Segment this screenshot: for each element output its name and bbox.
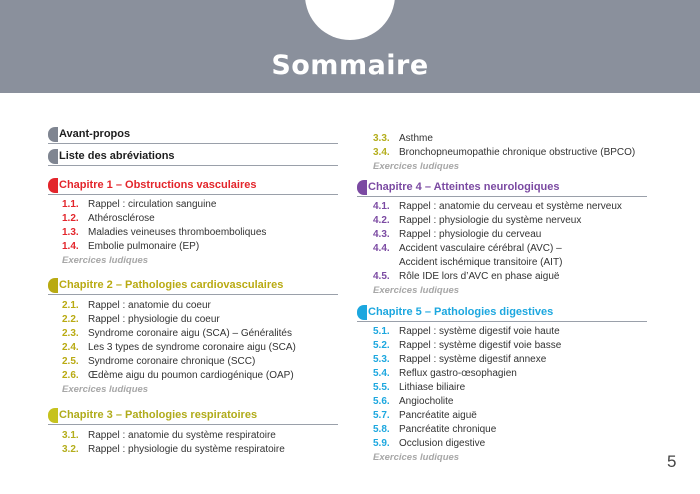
toc-entry-abreviations[interactable] xyxy=(48,148,338,166)
item-label: Angiocholite xyxy=(399,396,454,407)
toc-item-1-1[interactable] xyxy=(62,198,216,211)
exercises-link[interactable]: Exercices ludiques xyxy=(62,255,149,266)
item-number: 3.3. xyxy=(373,133,390,144)
toc-item-5-6[interactable] xyxy=(373,395,453,408)
item-number: 4.4. xyxy=(373,243,390,254)
toc-item-2-5[interactable] xyxy=(62,355,255,368)
item-label: Rappel : circulation sanguine xyxy=(88,199,217,210)
item-label: Accident vasculaire cérébral (AVC) – xyxy=(399,243,562,254)
chapter-3-heading[interactable] xyxy=(48,407,338,425)
item-number: 5.3. xyxy=(373,354,390,365)
exercises-link[interactable]: Exercices ludiques xyxy=(373,161,460,172)
bullet-tab xyxy=(48,127,58,142)
chapter-title: Chapitre 4 – Atteintes neurologiques xyxy=(368,181,560,193)
toc-item-1-4[interactable] xyxy=(62,240,199,253)
item-number: 1.1. xyxy=(62,199,79,210)
item-label: Accident ischémique transitoire (AIT) xyxy=(399,257,563,268)
item-number: 2.2. xyxy=(62,314,79,325)
exercises-link[interactable]: Exercices ludiques xyxy=(373,285,460,296)
item-number: 1.3. xyxy=(62,227,79,238)
bullet-tab xyxy=(48,178,58,193)
item-label: Rôle IDE lors d’AVC en phase aiguë xyxy=(399,271,560,282)
item-number: 2.1. xyxy=(62,300,79,311)
divider xyxy=(48,143,338,144)
item-number: 2.4. xyxy=(62,342,79,353)
item-label: Rappel : anatomie du coeur xyxy=(88,300,211,311)
toc-item-5-5[interactable] xyxy=(373,381,465,394)
item-label: Rappel : anatomie du cerveau et système nerveux xyxy=(399,201,622,212)
chapter-title: Chapitre 2 – Pathologies cardiovasculaires xyxy=(59,279,284,291)
header-circle-decoration xyxy=(305,0,395,40)
divider xyxy=(48,194,338,195)
toc-item-3-1[interactable] xyxy=(62,429,276,442)
toc-item-5-7[interactable] xyxy=(373,409,477,422)
toc-item-2-6[interactable] xyxy=(62,369,294,382)
item-label: Rappel : système digestif voie haute xyxy=(399,326,560,337)
toc-item-5-4[interactable] xyxy=(373,367,517,380)
exercises-link[interactable]: Exercices ludiques xyxy=(373,452,460,463)
toc-item-4-3[interactable] xyxy=(373,228,541,241)
bullet-tab xyxy=(48,278,58,293)
item-label: Syndrome coronaire chronique (SCC) xyxy=(88,356,256,367)
toc-item-4-1[interactable] xyxy=(373,200,622,213)
toc-item-4-4-continuation[interactable] xyxy=(399,256,562,269)
item-number: 5.7. xyxy=(373,410,390,421)
toc-item-3-4[interactable] xyxy=(373,146,635,159)
toc-item-2-2[interactable] xyxy=(62,313,220,326)
item-label: Rappel : anatomie du système respiratoire xyxy=(88,430,276,441)
item-number: 4.5. xyxy=(373,271,390,282)
chapter-title: Chapitre 1 – Obstructions vasculaires xyxy=(59,179,257,191)
item-number: 4.2. xyxy=(373,215,390,226)
exercises-link[interactable]: Exercices ludiques xyxy=(62,384,149,395)
chapter-2-heading[interactable] xyxy=(48,277,338,295)
toc-item-3-3[interactable] xyxy=(373,132,433,145)
item-number: 4.1. xyxy=(373,201,390,212)
divider xyxy=(357,196,647,197)
toc-item-5-3[interactable] xyxy=(373,353,546,366)
item-label: Les 3 types de syndrome coronaire aigu (SCA) xyxy=(88,342,296,353)
item-label: Occlusion digestive xyxy=(399,438,486,449)
item-label: Rappel : système digestif annexe xyxy=(399,354,547,365)
item-number: 3.1. xyxy=(62,430,79,441)
toc-item-2-3[interactable] xyxy=(62,327,292,340)
item-label: Rappel : système digestif voie basse xyxy=(399,340,562,351)
item-label: Rappel : physiologie du système respiratoire xyxy=(88,444,285,455)
item-number: 2.5. xyxy=(62,356,79,367)
item-number: 5.2. xyxy=(373,340,390,351)
item-number: 5.9. xyxy=(373,438,390,449)
chapter-1-heading[interactable] xyxy=(48,177,338,195)
entry-label: Avant-propos xyxy=(59,128,131,140)
item-number: 3.2. xyxy=(62,444,79,455)
item-number: 5.5. xyxy=(373,382,390,393)
item-number: 5.6. xyxy=(373,396,390,407)
toc-item-4-2[interactable] xyxy=(373,214,581,227)
item-number: 3.4. xyxy=(373,147,390,158)
item-label: Rappel : physiologie du système nerveux xyxy=(399,215,582,226)
bullet-tab xyxy=(48,149,58,164)
item-label: Syndrome coronaire aigu (SCA) – Généralités xyxy=(88,328,292,339)
toc-item-4-5[interactable] xyxy=(373,270,559,283)
item-number: 5.8. xyxy=(373,424,390,435)
page-number: 5 xyxy=(667,452,677,471)
item-number: 5.1. xyxy=(373,326,390,337)
item-label: Œdème aigu du poumon cardiogénique (OAP) xyxy=(88,370,294,381)
item-label: Lithiase biliaire xyxy=(399,382,466,393)
item-number: 5.4. xyxy=(373,368,390,379)
page-header xyxy=(0,0,700,93)
bullet-tab xyxy=(48,408,58,423)
item-label: Reflux gastro-œsophagien xyxy=(399,368,517,379)
item-label: Pancréatite aiguë xyxy=(399,410,477,421)
item-number: 2.3. xyxy=(62,328,79,339)
page-title: Sommaire xyxy=(271,50,429,81)
item-number: 1.4. xyxy=(62,241,79,252)
divider xyxy=(48,294,338,295)
toc-item-5-8[interactable] xyxy=(373,423,496,436)
item-label: Asthme xyxy=(399,133,433,144)
chapter-title: Chapitre 5 – Pathologies digestives xyxy=(368,306,554,318)
toc-item-1-3[interactable] xyxy=(62,226,266,239)
item-label: Embolie pulmonaire (EP) xyxy=(88,241,200,252)
item-number: 4.3. xyxy=(373,229,390,240)
item-label: Pancréatite chronique xyxy=(399,424,497,435)
chapter-5-heading[interactable] xyxy=(357,304,647,322)
toc-item-2-1[interactable] xyxy=(62,299,211,312)
item-label: Rappel : physiologie du cerveau xyxy=(399,229,542,240)
item-label: Rappel : physiologie du coeur xyxy=(88,314,220,325)
bullet-tab xyxy=(357,180,367,195)
item-label: Maladies veineuses thromboemboliques xyxy=(88,227,267,238)
divider xyxy=(357,321,647,322)
toc-item-4-4[interactable] xyxy=(373,242,562,255)
toc-entry-avant-propos[interactable] xyxy=(48,126,338,144)
toc-item-3-2[interactable] xyxy=(62,443,285,456)
item-label: Athérosclérose xyxy=(88,213,155,224)
toc-item-1-2[interactable] xyxy=(62,212,155,225)
entry-label: Liste des abréviations xyxy=(59,150,175,162)
toc-item-5-1[interactable] xyxy=(373,325,560,338)
toc-item-5-9[interactable] xyxy=(373,437,485,450)
toc-item-5-2[interactable] xyxy=(373,339,561,352)
item-label: Bronchopneumopathie chronique obstructive (BPCO) xyxy=(399,147,636,158)
chapter-title: Chapitre 3 – Pathologies respiratoires xyxy=(59,409,258,421)
toc-item-2-4[interactable] xyxy=(62,341,296,354)
bullet-tab xyxy=(357,305,367,320)
item-number: 1.2. xyxy=(62,213,79,224)
chapter-4-heading[interactable] xyxy=(357,179,647,197)
divider xyxy=(48,165,338,166)
item-number: 2.6. xyxy=(62,370,79,381)
divider xyxy=(48,424,338,425)
